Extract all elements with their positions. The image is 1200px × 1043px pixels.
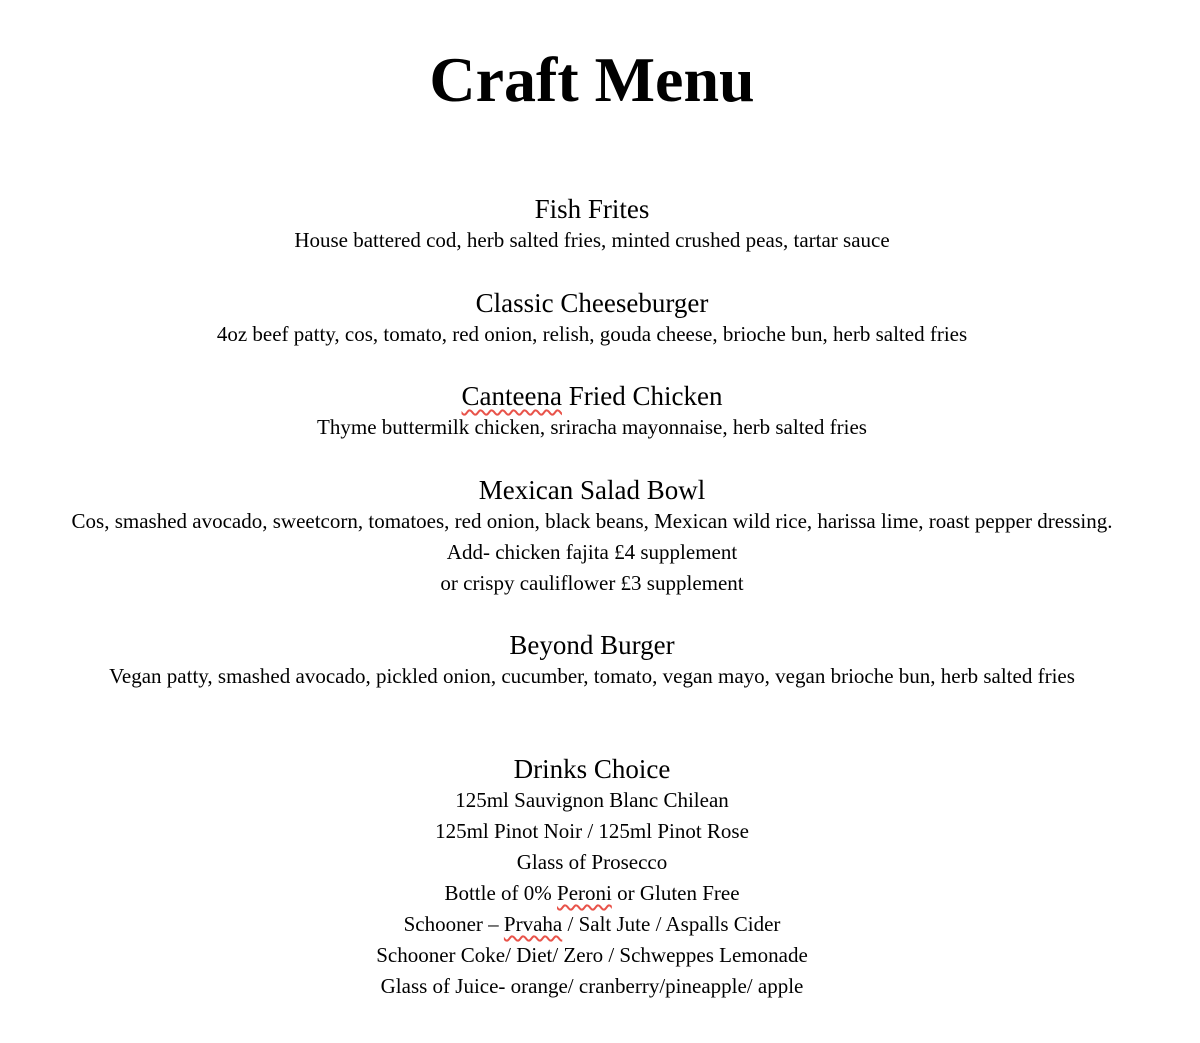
item-description: 4oz beef patty, cos, tomato, red onion, relish, gouda cheese, brioche bun, herb salted fries [216, 322, 968, 346]
menu-item-fish-frites [0, 193, 1184, 256]
drink-line: Schooner Coke/ Diet/ Zero / Schweppes Lemonade [376, 943, 808, 967]
item-name: Fish Frites [534, 194, 650, 224]
menu-item-classic-cheeseburger [0, 287, 1184, 350]
item-name: Mexican Salad Bowl [478, 475, 706, 505]
menu-item-mexican-salad-bowl [0, 474, 1184, 599]
item-supplement: Add- chicken fajita £4 supplement [446, 540, 738, 564]
spellcheck-word[interactable]: Peroni [557, 881, 612, 905]
drink-line: Glass of Juice- orange/ cranberry/pineapple/ apple [380, 974, 804, 998]
drink-line-part: Bottle of 0% [444, 881, 558, 905]
drink-line: 125ml Pinot Noir / 125ml Pinot Rose [435, 819, 749, 843]
menu-title: Craft Menu [429, 44, 755, 115]
drink-line: 125ml Sauvignon Blanc Chilean [455, 788, 729, 812]
item-name: Beyond Burger [509, 630, 675, 660]
drink-line-part: / Salt Jute / Aspalls Cider [562, 912, 781, 936]
drink-line-part: or Gluten Free [611, 881, 740, 905]
item-description: House battered cod, herb salted fries, minted crushed peas, tartar sauce [294, 228, 890, 252]
drink-line [0, 909, 1184, 940]
item-supplement: or crispy cauliflower £3 supplement [440, 571, 744, 595]
spellcheck-word[interactable]: Canteena [461, 381, 562, 411]
drinks-choice-section [0, 753, 1184, 1002]
drinks-heading: Drinks Choice [513, 754, 671, 784]
drink-line [0, 878, 1184, 909]
item-description: Thyme buttermilk chicken, sriracha mayonnaise, herb salted fries [317, 415, 867, 439]
item-name [0, 380, 1184, 412]
item-name-rest: Fried Chicken [561, 381, 723, 411]
item-description: Cos, smashed avocado, sweetcorn, tomatoes, red onion, black beans, Mexican wild rice, harissa lime, roast pepper dressing. [71, 509, 1113, 533]
item-description: Vegan patty, smashed avocado, pickled onion, cucumber, tomato, vegan mayo, vegan brioche bun, herb salted fries [109, 664, 1075, 688]
drink-line: Glass of Prosecco [516, 850, 668, 874]
menu-item-beyond-burger [0, 629, 1184, 692]
menu-item-canteena-fried-chicken [0, 380, 1184, 443]
spellcheck-word[interactable]: Prvaha [503, 912, 563, 936]
item-name: Classic Cheeseburger [475, 288, 709, 318]
drink-line-part: Schooner – [403, 912, 504, 936]
